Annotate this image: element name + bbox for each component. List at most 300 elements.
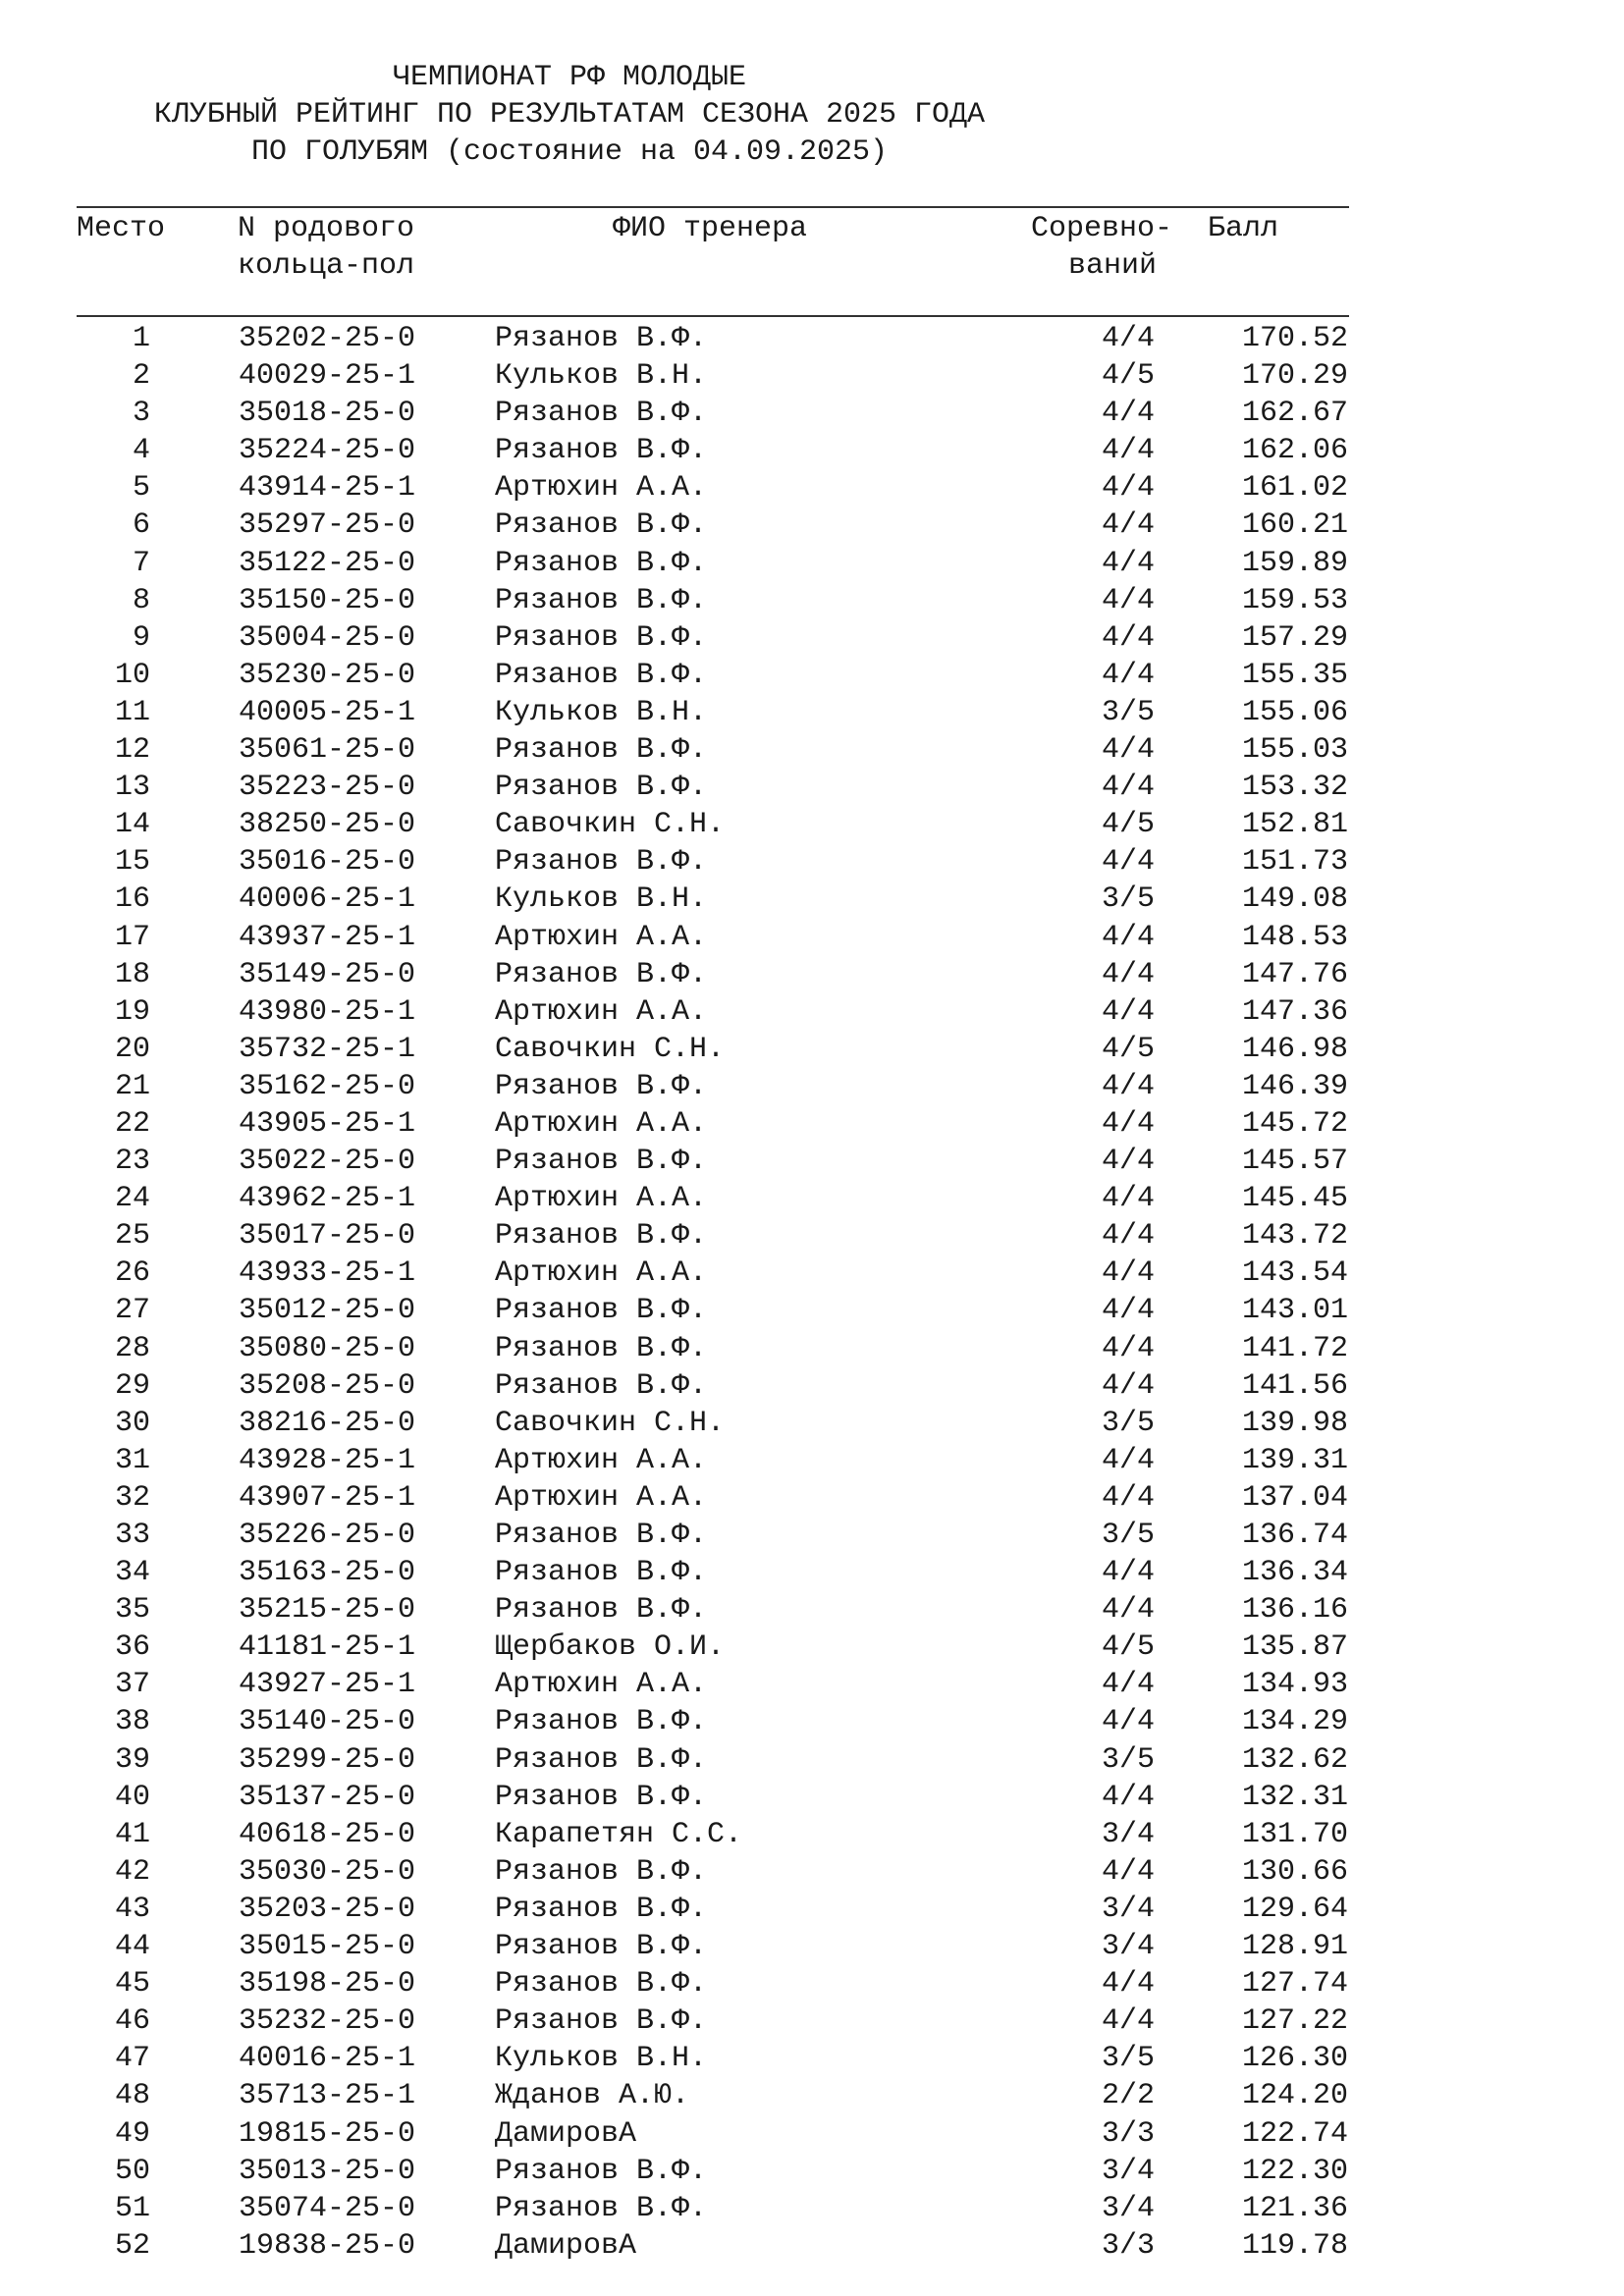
score-cell: 141.56	[1241, 1368, 1348, 1403]
trainer-name-cell: Рязанов В.Ф.	[495, 546, 708, 580]
place-cell: 1	[132, 322, 150, 355]
trainer-name-cell: Рязанов В.Ф.	[495, 771, 708, 805]
competitions-cell: 4/4	[1101, 1780, 1155, 1814]
place-cell: 30	[114, 1406, 150, 1440]
trainer-name-cell: Рязанов В.Ф.	[495, 1593, 708, 1628]
ring-number-cell: 43928-25-1	[239, 1443, 416, 1477]
trainer-name-cell: Рязанов В.Ф.	[495, 733, 708, 768]
trainer-name-cell: Кульков В.Н.	[495, 882, 708, 917]
trainer-name-cell: Рязанов В.Ф.	[495, 1854, 708, 1889]
competitions-cell: 4/4	[1101, 1480, 1155, 1515]
place-cell: 12	[114, 733, 150, 768]
score-cell: 127.74	[1241, 1967, 1348, 2002]
score-cell: 145.72	[1241, 1106, 1348, 1141]
ring-number-cell: 35230-25-0	[239, 658, 416, 692]
trainer-name-cell: Рязанов В.Ф.	[495, 1294, 708, 1328]
competitions-cell: 4/4	[1101, 1106, 1155, 1141]
score-cell: 162.67	[1241, 397, 1348, 431]
score-cell: 145.57	[1241, 1145, 1348, 1179]
competitions-cell: 3/4	[1101, 2154, 1155, 2188]
place-cell: 47	[114, 2042, 150, 2076]
score-cell: 146.98	[1241, 1032, 1348, 1066]
document-title-line-1: ЧЕМПИОНАТ РФ МОЛОДЫЕ	[392, 61, 747, 94]
competitions-cell: 3/5	[1101, 2042, 1155, 2076]
table-row	[0, 1292, 1624, 1329]
ring-number-cell: 35203-25-0	[239, 1892, 416, 1926]
trainer-name-cell: Артюхин А.А.	[495, 1182, 708, 1216]
ring-number-cell: 35012-25-0	[239, 1294, 416, 1328]
place-cell: 3	[132, 397, 150, 431]
trainer-name-cell: Рязанов В.Ф.	[495, 1892, 708, 1926]
place-cell: 27	[114, 1294, 150, 1328]
competitions-cell: 4/4	[1101, 322, 1155, 355]
ring-number-cell: 35017-25-0	[239, 1219, 416, 1254]
score-cell: 124.20	[1241, 2079, 1348, 2113]
table-row	[0, 619, 1624, 657]
trainer-name-cell: Рязанов В.Ф.	[495, 845, 708, 880]
score-cell: 127.22	[1241, 2004, 1348, 2039]
ring-number-cell: 19838-25-0	[239, 2228, 416, 2263]
ring-number-cell: 35013-25-0	[239, 2154, 416, 2188]
table-row	[0, 1554, 1624, 1591]
score-cell: 148.53	[1241, 920, 1348, 954]
competitions-cell: 4/4	[1101, 658, 1155, 692]
table-row	[0, 1180, 1624, 1217]
place-cell: 11	[114, 695, 150, 729]
place-cell: 36	[114, 1630, 150, 1665]
trainer-name-cell: Рязанов В.Ф.	[495, 1331, 708, 1365]
ring-number-cell: 43980-25-1	[239, 994, 416, 1029]
ring-number-cell: 35299-25-0	[239, 1742, 416, 1777]
table-row	[0, 1741, 1624, 1779]
document-title-line-3: ПО ГОЛУБЯМ (состояние на 04.09.2025)	[250, 135, 889, 169]
score-cell: 149.08	[1241, 882, 1348, 917]
ring-number-cell: 38216-25-0	[239, 1406, 416, 1440]
table-row	[0, 1816, 1624, 1853]
column-header-competitions: Соревно-	[1031, 212, 1173, 245]
column-header-competitions-line-2: ваний	[1068, 249, 1158, 283]
table-row	[0, 1217, 1624, 1255]
trainer-name-cell: Рязанов В.Ф.	[495, 1705, 708, 1739]
competitions-cell: 4/4	[1101, 1219, 1155, 1254]
trainer-name-cell: Рязанов В.Ф.	[495, 620, 708, 655]
score-cell: 137.04	[1241, 1480, 1348, 1515]
competitions-cell: 3/4	[1101, 1817, 1155, 1851]
place-cell: 39	[114, 1742, 150, 1777]
place-cell: 52	[114, 2228, 150, 2263]
competitions-cell: 4/4	[1101, 508, 1155, 543]
trainer-name-cell: Карапетян С.С.	[495, 1817, 743, 1851]
table-row	[0, 2040, 1624, 2077]
trainer-name-cell: Кульков В.Н.	[495, 695, 708, 729]
score-cell: 134.29	[1241, 1705, 1348, 1739]
place-cell: 5	[132, 471, 150, 506]
competitions-cell: 4/4	[1101, 1256, 1155, 1291]
score-cell: 129.64	[1241, 1892, 1348, 1926]
competitions-cell: 4/4	[1101, 1331, 1155, 1365]
competitions-cell: 4/4	[1101, 471, 1155, 506]
ring-number-cell: 35150-25-0	[239, 583, 416, 617]
ring-number-cell: 43933-25-1	[239, 1256, 416, 1291]
ring-number-cell: 19815-25-0	[239, 2116, 416, 2151]
results-table-body	[0, 320, 1624, 2265]
place-cell: 38	[114, 1705, 150, 1739]
ring-number-cell: 35004-25-0	[239, 620, 416, 655]
score-cell: 139.98	[1241, 1406, 1348, 1440]
ring-number-cell: 35122-25-0	[239, 546, 416, 580]
table-row	[0, 1442, 1624, 1479]
table-row	[0, 2153, 1624, 2190]
column-header-score: Балл	[1208, 212, 1279, 245]
competitions-cell: 4/4	[1101, 957, 1155, 991]
competitions-cell: 4/4	[1101, 434, 1155, 468]
place-cell: 22	[114, 1106, 150, 1141]
table-row	[0, 582, 1624, 619]
trainer-name-cell: Рязанов В.Ф.	[495, 1219, 708, 1254]
trainer-name-cell: ДамировА	[495, 2228, 637, 2263]
ring-number-cell: 43907-25-1	[239, 1480, 416, 1515]
trainer-name-cell: Артюхин А.А.	[495, 1443, 708, 1477]
table-row	[0, 1666, 1624, 1703]
table-row	[0, 731, 1624, 769]
ring-number-cell: 35713-25-1	[239, 2079, 416, 2113]
ring-number-cell: 35232-25-0	[239, 2004, 416, 2039]
ring-number-cell: 40005-25-1	[239, 695, 416, 729]
table-row	[0, 881, 1624, 918]
table-row	[0, 806, 1624, 843]
trainer-name-cell: Савочкин С.Н.	[495, 1032, 726, 1066]
score-cell: 147.76	[1241, 957, 1348, 991]
competitions-cell: 4/4	[1101, 920, 1155, 954]
ring-number-cell: 35030-25-0	[239, 1854, 416, 1889]
competitions-cell: 4/4	[1101, 1294, 1155, 1328]
place-cell: 25	[114, 1219, 150, 1254]
competitions-cell: 4/4	[1101, 397, 1155, 431]
score-cell: 155.35	[1241, 658, 1348, 692]
ring-number-cell: 35163-25-0	[239, 1556, 416, 1590]
trainer-name-cell: Кульков В.Н.	[495, 359, 708, 394]
ring-number-cell: 35162-25-0	[239, 1069, 416, 1103]
score-cell: 132.62	[1241, 1742, 1348, 1777]
score-cell: 119.78	[1241, 2228, 1348, 2263]
document-title-line-2: КЛУБНЫЙ РЕЙТИНГ ПО РЕЗУЛЬТАТАМ СЕЗОНА 2025 ГОДА	[153, 98, 986, 132]
trainer-name-cell: Рязанов В.Ф.	[495, 1780, 708, 1814]
ring-number-cell: 35732-25-1	[239, 1032, 416, 1066]
table-row	[0, 657, 1624, 694]
table-row	[0, 694, 1624, 731]
trainer-name-cell: Рязанов В.Ф.	[495, 2154, 708, 2188]
score-cell: 130.66	[1241, 1854, 1348, 1889]
score-cell: 122.30	[1241, 2154, 1348, 2188]
trainer-name-cell: Рязанов В.Ф.	[495, 434, 708, 468]
table-row	[0, 395, 1624, 432]
score-cell: 159.89	[1241, 546, 1348, 580]
trainer-name-cell: Рязанов В.Ф.	[495, 1556, 708, 1590]
place-cell: 51	[114, 2191, 150, 2225]
score-cell: 151.73	[1241, 845, 1348, 880]
table-row	[0, 919, 1624, 956]
score-cell: 126.30	[1241, 2042, 1348, 2076]
competitions-cell: 4/4	[1101, 845, 1155, 880]
competitions-cell: 4/4	[1101, 1593, 1155, 1628]
score-cell: 161.02	[1241, 471, 1348, 506]
score-cell: 132.31	[1241, 1780, 1348, 1814]
place-cell: 35	[114, 1593, 150, 1628]
score-cell: 143.72	[1241, 1219, 1348, 1254]
trainer-name-cell: Рязанов В.Ф.	[495, 583, 708, 617]
table-row	[0, 1591, 1624, 1629]
ring-number-cell: 40006-25-1	[239, 882, 416, 917]
trainer-name-cell: Рязанов В.Ф.	[495, 2004, 708, 2039]
place-cell: 46	[114, 2004, 150, 2039]
table-row	[0, 1031, 1624, 1068]
score-cell: 128.91	[1241, 1930, 1348, 1964]
competitions-cell: 3/5	[1101, 882, 1155, 917]
place-cell: 50	[114, 2154, 150, 2188]
table-row	[0, 2190, 1624, 2227]
ring-number-cell: 40618-25-0	[239, 1817, 416, 1851]
table-row	[0, 2002, 1624, 2040]
competitions-cell: 3/5	[1101, 1406, 1155, 1440]
place-cell: 17	[114, 920, 150, 954]
place-cell: 19	[114, 994, 150, 1029]
competitions-cell: 4/4	[1101, 1854, 1155, 1889]
place-cell: 34	[114, 1556, 150, 1590]
score-cell: 122.74	[1241, 2116, 1348, 2151]
table-row	[0, 956, 1624, 993]
table-row	[0, 357, 1624, 395]
table-row	[0, 1703, 1624, 1740]
table-row	[0, 2115, 1624, 2153]
place-cell: 42	[114, 1854, 150, 1889]
place-cell: 6	[132, 508, 150, 543]
score-cell: 139.31	[1241, 1443, 1348, 1477]
ring-number-cell: 35223-25-0	[239, 771, 416, 805]
ring-number-cell: 35297-25-0	[239, 508, 416, 543]
ring-number-cell: 40029-25-1	[239, 359, 416, 394]
ring-number-cell: 43937-25-1	[239, 920, 416, 954]
score-cell: 170.29	[1241, 359, 1348, 394]
ring-number-cell: 41181-25-1	[239, 1630, 416, 1665]
table-row	[0, 2227, 1624, 2265]
ring-number-cell: 35074-25-0	[239, 2191, 416, 2225]
ring-number-cell: 43927-25-1	[239, 1668, 416, 1702]
trainer-name-cell: Савочкин С.Н.	[495, 1406, 726, 1440]
place-cell: 32	[114, 1480, 150, 1515]
place-cell: 20	[114, 1032, 150, 1066]
trainer-name-cell: Кульков В.Н.	[495, 2042, 708, 2076]
table-row	[0, 1891, 1624, 1928]
ring-number-cell: 38250-25-0	[239, 808, 416, 842]
competitions-cell: 4/4	[1101, 2004, 1155, 2039]
competitions-cell: 4/4	[1101, 1668, 1155, 1702]
ring-number-cell: 35080-25-0	[239, 1331, 416, 1365]
column-header-ring-line-2: кольца-пол	[238, 249, 415, 283]
ring-number-cell: 35226-25-0	[239, 1519, 416, 1552]
competitions-cell: 4/4	[1101, 1069, 1155, 1103]
column-header-ring: N родового	[238, 212, 415, 245]
competitions-cell: 4/5	[1101, 808, 1155, 842]
trainer-name-cell: Рязанов В.Ф.	[495, 957, 708, 991]
place-cell: 16	[114, 882, 150, 917]
table-row	[0, 2077, 1624, 2114]
place-cell: 23	[114, 1145, 150, 1179]
competitions-cell: 4/5	[1101, 1630, 1155, 1665]
table-top-rule	[77, 206, 1349, 208]
score-cell: 153.32	[1241, 771, 1348, 805]
ring-number-cell: 35202-25-0	[239, 322, 416, 355]
score-cell: 160.21	[1241, 508, 1348, 543]
place-cell: 13	[114, 771, 150, 805]
competitions-cell: 3/4	[1101, 1930, 1155, 1964]
table-row	[0, 1965, 1624, 2002]
trainer-name-cell: Артюхин А.А.	[495, 471, 708, 506]
table-row	[0, 1255, 1624, 1292]
table-row	[0, 1367, 1624, 1405]
competitions-cell: 4/4	[1101, 583, 1155, 617]
trainer-name-cell: Рязанов В.Ф.	[495, 1368, 708, 1403]
ring-number-cell: 35015-25-0	[239, 1930, 416, 1964]
table-row	[0, 1928, 1624, 1965]
score-cell: 136.34	[1241, 1556, 1348, 1590]
table-row	[0, 545, 1624, 582]
ring-number-cell: 35016-25-0	[239, 845, 416, 880]
competitions-cell: 4/4	[1101, 733, 1155, 768]
table-row	[0, 1517, 1624, 1554]
table-row	[0, 843, 1624, 881]
score-cell: 162.06	[1241, 434, 1348, 468]
ring-number-cell: 35061-25-0	[239, 733, 416, 768]
place-cell: 4	[132, 434, 150, 468]
competitions-cell: 4/4	[1101, 1556, 1155, 1590]
table-row	[0, 507, 1624, 544]
score-cell: 143.54	[1241, 1256, 1348, 1291]
table-row	[0, 320, 1624, 357]
place-cell: 29	[114, 1368, 150, 1403]
place-cell: 14	[114, 808, 150, 842]
trainer-name-cell: Рязанов В.Ф.	[495, 1967, 708, 2002]
competitions-cell: 4/4	[1101, 1182, 1155, 1216]
trainer-name-cell: Рязанов В.Ф.	[495, 397, 708, 431]
column-header-place: Место	[77, 212, 166, 245]
score-cell: 121.36	[1241, 2191, 1348, 2225]
competitions-cell: 2/2	[1101, 2079, 1155, 2113]
ring-number-cell: 35224-25-0	[239, 434, 416, 468]
place-cell: 49	[114, 2116, 150, 2151]
score-cell: 145.45	[1241, 1182, 1348, 1216]
place-cell: 2	[132, 359, 150, 394]
place-cell: 48	[114, 2079, 150, 2113]
ring-number-cell: 35140-25-0	[239, 1705, 416, 1739]
competitions-cell: 3/5	[1101, 695, 1155, 729]
ring-number-cell: 43962-25-1	[239, 1182, 416, 1216]
trainer-name-cell: Щербаков О.И.	[495, 1630, 726, 1665]
competitions-cell: 4/4	[1101, 994, 1155, 1029]
ring-number-cell: 35198-25-0	[239, 1967, 416, 2002]
ring-number-cell: 35215-25-0	[239, 1593, 416, 1628]
score-cell: 141.72	[1241, 1331, 1348, 1365]
place-cell: 31	[114, 1443, 150, 1477]
place-cell: 8	[132, 583, 150, 617]
score-cell: 134.93	[1241, 1668, 1348, 1702]
table-row	[0, 1779, 1624, 1816]
table-row	[0, 1105, 1624, 1143]
place-cell: 44	[114, 1930, 150, 1964]
trainer-name-cell: Савочкин С.Н.	[495, 808, 726, 842]
trainer-name-cell: Артюхин А.А.	[495, 994, 708, 1029]
column-header-trainer: ФИО тренера	[613, 212, 808, 245]
trainer-name-cell: Рязанов В.Ф.	[495, 658, 708, 692]
score-cell: 146.39	[1241, 1069, 1348, 1103]
competitions-cell: 4/4	[1101, 1705, 1155, 1739]
competitions-cell: 4/4	[1101, 546, 1155, 580]
trainer-name-cell: Артюхин А.А.	[495, 1668, 708, 1702]
trainer-name-cell: Артюхин А.А.	[495, 1106, 708, 1141]
competitions-cell: 4/5	[1101, 1032, 1155, 1066]
trainer-name-cell: Артюхин А.А.	[495, 1480, 708, 1515]
trainer-name-cell: Рязанов В.Ф.	[495, 1069, 708, 1103]
competitions-cell: 4/4	[1101, 1368, 1155, 1403]
place-cell: 26	[114, 1256, 150, 1291]
score-cell: 147.36	[1241, 994, 1348, 1029]
table-row	[0, 1330, 1624, 1367]
competitions-cell: 3/4	[1101, 1892, 1155, 1926]
competitions-cell: 4/4	[1101, 1145, 1155, 1179]
trainer-name-cell: Рязанов В.Ф.	[495, 508, 708, 543]
trainer-name-cell: ДамировА	[495, 2116, 637, 2151]
place-cell: 18	[114, 957, 150, 991]
ring-number-cell: 43914-25-1	[239, 471, 416, 506]
table-header-rule	[77, 315, 1349, 317]
ring-number-cell: 40016-25-1	[239, 2042, 416, 2076]
ring-number-cell: 35137-25-0	[239, 1780, 416, 1814]
table-row	[0, 1405, 1624, 1442]
competitions-cell: 3/4	[1101, 2191, 1155, 2225]
table-row	[0, 469, 1624, 507]
score-cell: 136.16	[1241, 1593, 1348, 1628]
score-cell: 136.74	[1241, 1519, 1348, 1552]
place-cell: 21	[114, 1069, 150, 1103]
table-row	[0, 1068, 1624, 1105]
ring-number-cell: 35149-25-0	[239, 957, 416, 991]
place-cell: 37	[114, 1668, 150, 1702]
competitions-cell: 3/3	[1101, 2228, 1155, 2263]
score-cell: 170.52	[1241, 322, 1348, 355]
trainer-name-cell: Рязанов В.Ф.	[495, 1742, 708, 1777]
ring-number-cell: 35018-25-0	[239, 397, 416, 431]
table-row	[0, 993, 1624, 1031]
ring-number-cell: 35208-25-0	[239, 1368, 416, 1403]
score-cell: 157.29	[1241, 620, 1348, 655]
place-cell: 9	[132, 620, 150, 655]
score-cell: 155.03	[1241, 733, 1348, 768]
table-row	[0, 1629, 1624, 1666]
trainer-name-cell: Жданов А.Ю.	[495, 2079, 690, 2113]
trainer-name-cell: Рязанов В.Ф.	[495, 322, 708, 355]
table-row	[0, 1479, 1624, 1517]
competitions-cell: 4/4	[1101, 1967, 1155, 2002]
competitions-cell: 4/4	[1101, 1443, 1155, 1477]
competitions-cell: 3/5	[1101, 1742, 1155, 1777]
score-cell: 152.81	[1241, 808, 1348, 842]
table-row	[0, 432, 1624, 469]
competitions-cell: 4/4	[1101, 771, 1155, 805]
trainer-name-cell: Рязанов В.Ф.	[495, 1519, 708, 1552]
ring-number-cell: 43905-25-1	[239, 1106, 416, 1141]
table-row	[0, 1853, 1624, 1891]
trainer-name-cell: Рязанов В.Ф.	[495, 1930, 708, 1964]
place-cell: 7	[132, 546, 150, 580]
